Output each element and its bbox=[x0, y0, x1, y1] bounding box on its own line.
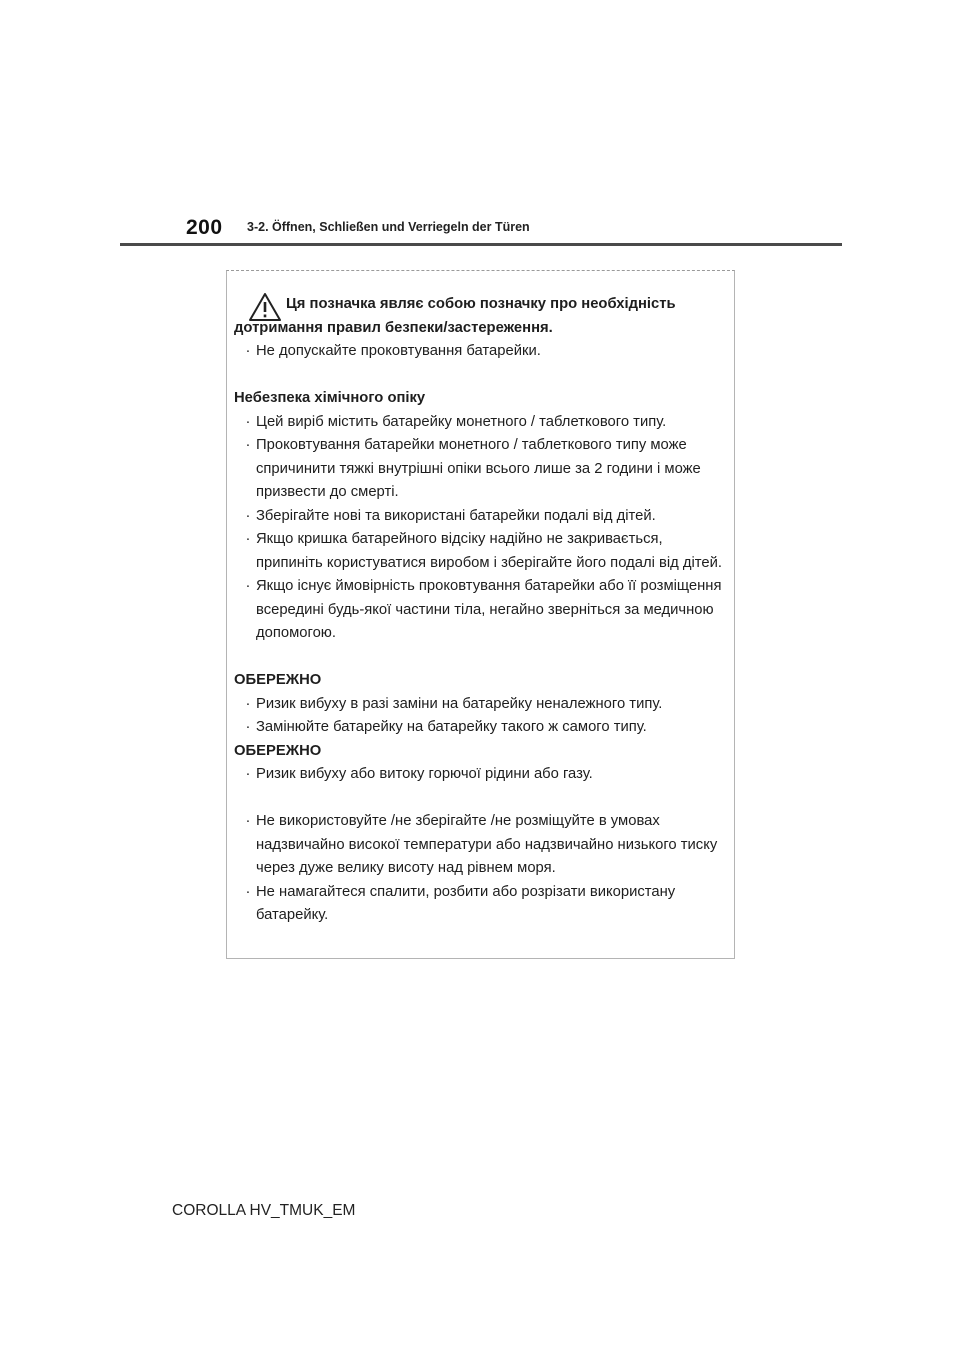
bullet: · bbox=[245, 578, 251, 594]
spacer bbox=[234, 364, 724, 388]
list-item: · Не допускайте проковтування батарейки. bbox=[234, 340, 724, 364]
section-title: 3-2. Öffnen, Schließen und Verriegeln der Türen bbox=[247, 220, 530, 234]
warning-content bbox=[234, 293, 724, 928]
warning-triangle-icon bbox=[248, 292, 282, 322]
intro-line-1: Ця позначка являє собою позначку про необхідність bbox=[286, 296, 676, 312]
section-heading: ОБЕРЕЖНО bbox=[234, 742, 322, 759]
warning-intro bbox=[234, 293, 724, 340]
list-item: · Якщо кришка батарейного відсіку надійно не закривається, припиніть користуватися виробом і зберігайте його подалі від дітей. bbox=[234, 528, 724, 575]
bullet: · bbox=[245, 343, 251, 359]
bullet: · bbox=[245, 766, 251, 782]
intro-line-2: дотримання правил безпеки/застереження. bbox=[234, 319, 553, 336]
section-heading: ОБЕРЕЖНО bbox=[234, 672, 322, 688]
list-item: · Якщо існує ймовірність проковтування батарейки або її розміщення всередині будь-якої частини тіла, негайно зверніться за медичною допомогою. bbox=[234, 575, 724, 646]
section-heading: Небезпека хімічного опіку bbox=[234, 390, 426, 406]
bullet: · bbox=[245, 695, 251, 712]
spacer bbox=[234, 787, 724, 811]
bullet: · bbox=[245, 437, 251, 453]
list-item: · Замінюйте батарейку на батарейку такого ж самого типу. bbox=[234, 716, 724, 740]
warning-box bbox=[226, 270, 735, 959]
list-item: · Проковтування батарейки монетного / таблеткового типу може спричинити тяжкі внутрішні опіки всього лише за 2 години і може призвести до смерті. bbox=[234, 434, 724, 505]
bullet: · bbox=[245, 883, 251, 900]
bullet: · bbox=[245, 507, 251, 524]
bullet: · bbox=[245, 719, 251, 735]
header-divider bbox=[120, 243, 842, 246]
list-item: · Не використовуйте /не зберігайте /не розміщуйте в умовах надзвичайно високої температури або надзвичайно низького тиску через дуже велику висоту над рівнем моря. bbox=[234, 810, 724, 881]
bullet: · bbox=[245, 813, 251, 829]
list-item: · Цей виріб містить батарейку монетного / таблеткового типу. bbox=[234, 411, 724, 435]
footer-model-code: COROLLA HV_TMUK_EM bbox=[172, 1202, 356, 1219]
page-number: 200 bbox=[186, 216, 223, 239]
list-item: · Не намагайтеся спалити, розбити або розрізати використану батарейку. bbox=[234, 881, 724, 928]
list-item: · Ризик вибуху в разі заміни на батарейку неналежного типу. bbox=[234, 693, 724, 717]
spacer bbox=[234, 646, 724, 670]
bullet: · bbox=[245, 413, 251, 430]
list-item: · Зберігайте нові та використані батарейки подалі від дітей. bbox=[234, 505, 724, 529]
bullet: · bbox=[245, 531, 251, 547]
list-item: · Ризик вибуху або витоку горючої рідини або газу. bbox=[234, 763, 724, 787]
